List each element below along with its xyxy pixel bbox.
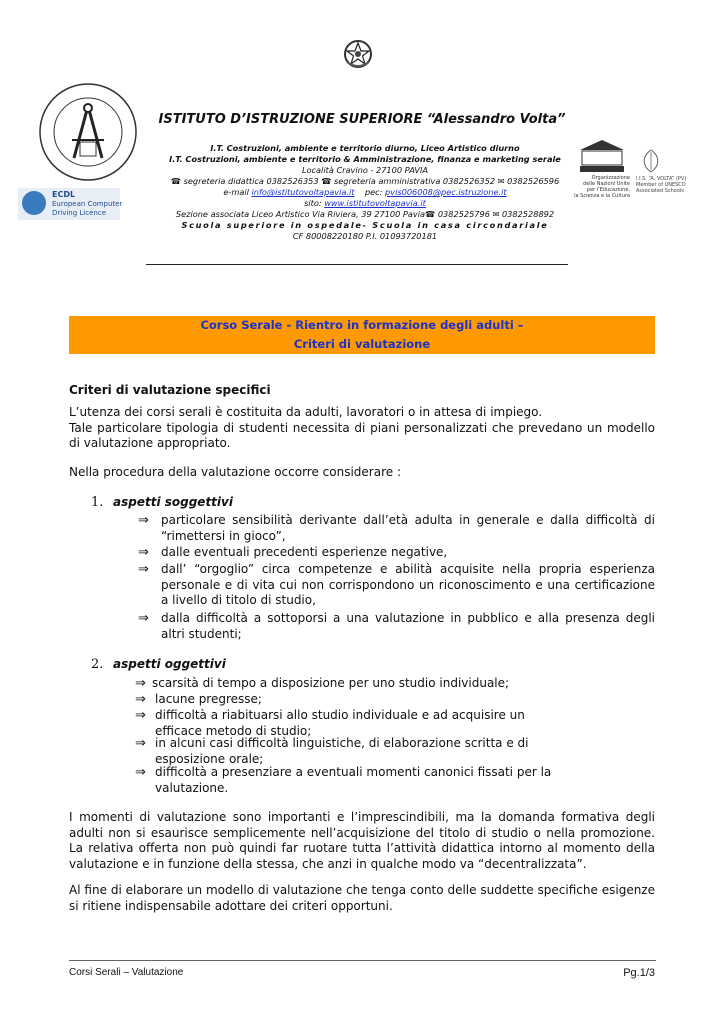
list2-item: difficoltà a presenziare a eventuali momenti canonici fissati per la valutazione.: [155, 765, 552, 795]
arrow-icon: ⇒: [138, 513, 149, 528]
volta-leaf-icon: [640, 148, 662, 174]
list1-item: dall’ “orgoglio” circa competenze e abilità acquisite nella propria esperienza personale e di vita cui non corrispondono un riconoscimento e una certificazione a livello di titolo di studio,: [161, 562, 655, 608]
header-line2: [110, 154, 620, 165]
institute-title: ISTITUTO D’ISTRUZIONE SUPERIORE “Alessandro Volta”: [158, 112, 566, 127]
arrow-icon: ⇒: [138, 545, 149, 560]
header-contacts: [110, 187, 620, 198]
ecdl-globe-icon: [22, 191, 46, 215]
section-heading: Criteri di valutazione specifici: [69, 383, 271, 397]
list2-number: 2.: [91, 657, 104, 672]
header-phones: ☎ segreteria didattica 0382526353 ☎ segreteria amministrativa 0382526352 ✉ 0382526596: [170, 176, 560, 186]
arrow-icon: ⇒: [135, 708, 146, 723]
arrow-icon: ⇒: [135, 692, 146, 707]
list1-title: aspetti soggettivi: [113, 495, 233, 509]
banner-line1: Corso Serale - Rientro in formazione degli adulti –: [200, 318, 524, 332]
unesco-org-line4: la Scienza e la Cultura: [574, 193, 630, 199]
volta-member-text: [636, 176, 716, 194]
title-banner: [69, 316, 655, 354]
header-line1-text: I.T. Costruzioni, ambiente e territorio diurno, Liceo Artistico diurno: [210, 143, 520, 153]
list2-item: in alcuni casi difficoltà linguistiche, di elaborazione scritta e di esposizione orale;: [155, 736, 529, 766]
arrow-icon: ⇒: [138, 611, 149, 626]
email-label: e-mail: [223, 187, 252, 197]
paragraph-3: Al fine di elaborare un modello di valutazione che tenga conto delle suddette specifiche esigenze si ritiene indispensabile adottare dei criteri opportuni.: [69, 883, 655, 913]
unesco-org-line2: delle Nazioni Unite: [583, 181, 630, 187]
site-link[interactable]: www.istitutovoltapavia.it: [324, 198, 426, 208]
list2-item: scarsità di tempo a disposizione per uno studio individuale;: [152, 676, 510, 690]
paragraph-2: I momenti di valutazione sono importanti e l’imprescindibili, ma la domanda formativa degli adulti non si esaurisce semplicemente nell’acquisizione del titolo di studio o nella promozione. La relativa offerta non può quindi far ruotare tutta l’attività didattica intorno al momento della valutazione e in funzione della stessa, che anzi in qualche modo va “decentralizzata”.: [69, 810, 655, 871]
arrow-icon: ⇒: [138, 562, 149, 577]
list2-title: aspetti oggettivi: [113, 657, 226, 671]
header-divider: [146, 264, 568, 265]
site-label: sito:: [304, 198, 325, 208]
paragraph-1: [69, 405, 655, 452]
list1-item: particolare sensibilità derivante dall’età adulta in generale e dalla difficoltà di “rimettersi in gioco”,: [161, 513, 655, 543]
italian-republic-emblem: [342, 38, 374, 70]
list1-number: 1.: [91, 495, 104, 510]
unesco-org-line3: per l’Educazione,: [586, 187, 630, 193]
email-link[interactable]: info@istitutovoltapavia.it: [251, 187, 355, 197]
header-line2-text: I.T. Costruzioni, ambiente e territorio & Amministrazione, finanza e marketing serale: [169, 154, 561, 164]
page-number: Pg.1/3: [623, 967, 655, 979]
header-site: [110, 198, 620, 209]
paragraph-1-rest: Tale particolare tipologia di studenti necessita di piani personalizzati che prevedano un modello di valutazione appropriato.: [69, 420, 655, 451]
unesco-org-line1: Organizzazione: [591, 175, 630, 181]
pec-link[interactable]: pvis006008@pec.istruzione.it: [385, 187, 507, 197]
header-hospital-school: Scuola superiore in ospedale- Scuola in casa circondariale: [181, 220, 549, 230]
banner-line2: Criteri di valutazione: [293, 337, 431, 351]
arrow-icon: ⇒: [135, 676, 146, 691]
footer-title: Corsi Serali – Valutazione: [69, 967, 184, 978]
footer-divider: [69, 960, 656, 961]
ecdl-line1: European Computer: [52, 200, 123, 208]
arrow-icon: ⇒: [135, 765, 146, 780]
list1-item: dalla difficoltà a sottoporsi a una valutazione in pubblico e alla presenza degli altri studenti;: [161, 611, 655, 641]
header-line1: [110, 143, 620, 154]
volta-member-line3: Associated Schools: [636, 188, 684, 194]
arrow-icon: ⇒: [135, 736, 146, 751]
header-tax-codes: CF 80008220180 P.I. 01093720181: [292, 231, 438, 241]
intro-line: Nella procedura della valutazione occorre considerare :: [69, 465, 401, 479]
ecdl-title: ECDL: [52, 190, 76, 199]
ecdl-logo: [18, 188, 123, 220]
list1-item: dalle eventuali precedenti esperienze negative,: [161, 545, 448, 559]
volta-member-line1: I.I.S. “A. VOLTA” (PV): [636, 176, 687, 182]
pec-label: pec:: [354, 187, 386, 197]
volta-member-line2: Member of UNESCO: [636, 182, 686, 188]
paragraph-1-line1: L’utenza dei corsi serali è costituita da adulti, lavoratori o in attesa di impiego.: [69, 405, 543, 419]
list2-item: lacune pregresse;: [155, 692, 262, 706]
header-associated-section: Sezione associata Liceo Artistico Via Riviera, 39 27100 Pavia☎ 0382525796 ✉ 0382528892: [175, 209, 555, 219]
ecdl-line2: Driving Licence: [52, 209, 106, 217]
list2-item: difficoltà a riabituarsi allo studio individuale e ad acquisire un efficace metodo di studio;: [155, 708, 525, 738]
header-line3: Località Cravino - 27100 PAVIA: [301, 165, 429, 175]
